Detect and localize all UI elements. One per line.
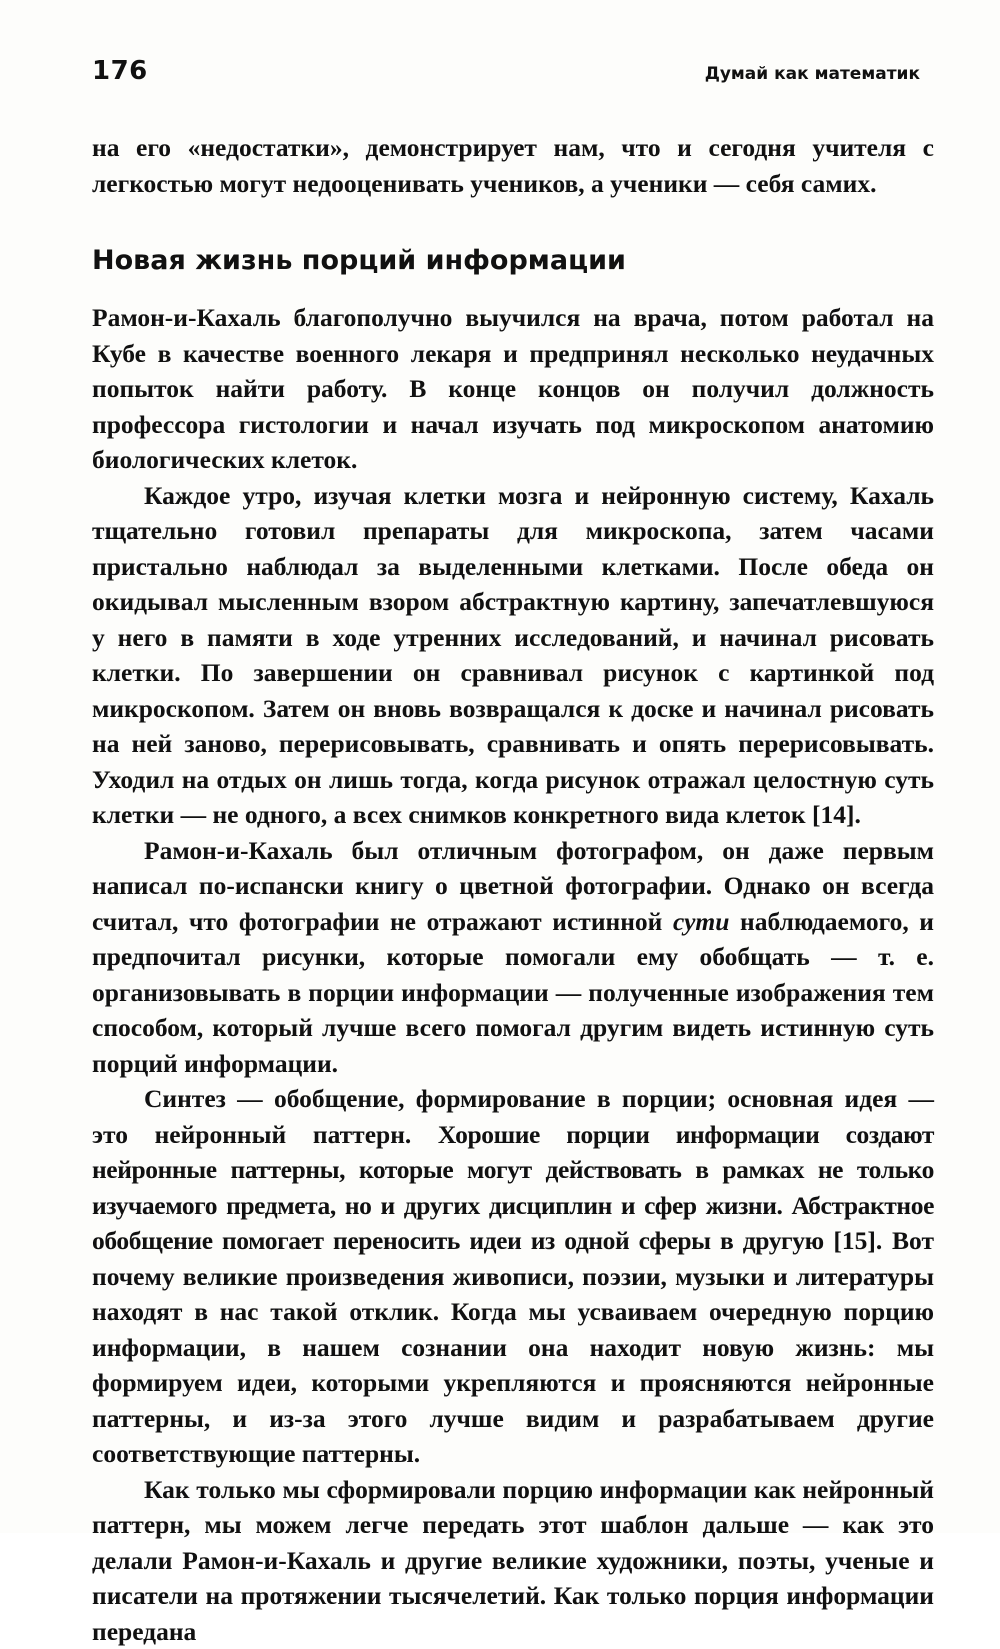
paragraph-5: Как только мы сформировали порцию информации как нейронный паттерн, мы можем легче передать этот шаблон дальше — как это делали Рамон-и-Кахаль и другие великие художники, поэты, ученые и писатели на протяжении тысячелетий. Как только порция информации передана <box>92 1472 934 1649</box>
continued-paragraph: на его «недостатки», демонстрирует нам, что и сегодня учителя с легкостью могут недооценивать учеников, а ученики — себя самих. <box>92 130 934 201</box>
book-title: Думай как математик <box>705 64 920 84</box>
section-body <box>92 300 934 1649</box>
paragraph-4-bold-statement: Хорошие порции информации создают нейронные паттерны, которые могут действовать в рамках не только изучаемого предмета, но и других дисциплин и сфер жизни. Абстрактное обобщение помогает переносить идеи из одной сферы в другую <box>92 1120 934 1256</box>
section-title: Новая жизнь порций информации <box>92 244 626 278</box>
page-number: 176 <box>92 56 148 86</box>
paragraph-2: Каждое утро, изучая клетки мозга и нейронную систему, Кахаль тщательно готовил препараты для микроскопа, затем часами пристально наблюдал за выделенными клетками. После обеда он окидывал мысленным взором абстрактную картину, запечатлевшуюся у него в памяти в ходе утренних исследований, и начинал рисовать клетки. По завершении он сравнивал рисунок с картинкой под микроскопом. Затем он вновь возвращался к доске и начинал рисовать на ней заново, перерисовывать, сравнивать и опять перерисовывать. Уходил на отдых он лишь тогда, когда рисунок отражал целостную суть клетки — не одного, а всех снимков конкретного вида клеток [14]. <box>92 478 934 833</box>
paragraph-3 <box>92 833 934 1082</box>
paragraph-4-end: [15]. Вот почему великие произведения живописи, поэзии, музыки и литературы находят в нас такой отклик. Когда мы усваиваем очередную порцию информации, в нашем сознании она находит новую жизнь: мы формируем идеи, которыми укрепляются и проясняются нейронные паттерны, и из-за этого лучше видим и разрабатываем другие соответствующие паттерны. <box>92 1226 934 1468</box>
continued-paragraph-block <box>92 130 934 201</box>
paragraph-4-start: Синтез — обобщение, формирование в порции; основная идея — это нейронный паттерн. <box>92 1084 934 1149</box>
running-head <box>92 56 920 96</box>
paragraph-3-start: Рамон-и-Кахаль был отличным фотографом, он даже первым написал по-испански книгу о цветной фотографии. Однако он всегда считал, что фотографии не отражают истинной <box>92 836 934 936</box>
paragraph-1: Рамон-и-Кахаль благополучно выучился на врача, потом работал на Кубе в качестве военного лекаря и предпринял несколько неудачных попыток найти работу. В конце концов он получил должность профессора гистологии и начал изучать под микроскопом анатомию биологических клеток. <box>92 300 934 478</box>
paragraph-3-end: наблюдаемого, и предпочитал рисунки, которые помогали ему обобщать — т. е. организовывать в порции информации — полученные изображения тем способом, который лучше всего помогал другим видеть истинную суть порций информации. <box>92 907 934 1078</box>
paragraph-4 <box>92 1081 934 1472</box>
paragraph-3-emphasis: сути <box>673 907 729 936</box>
